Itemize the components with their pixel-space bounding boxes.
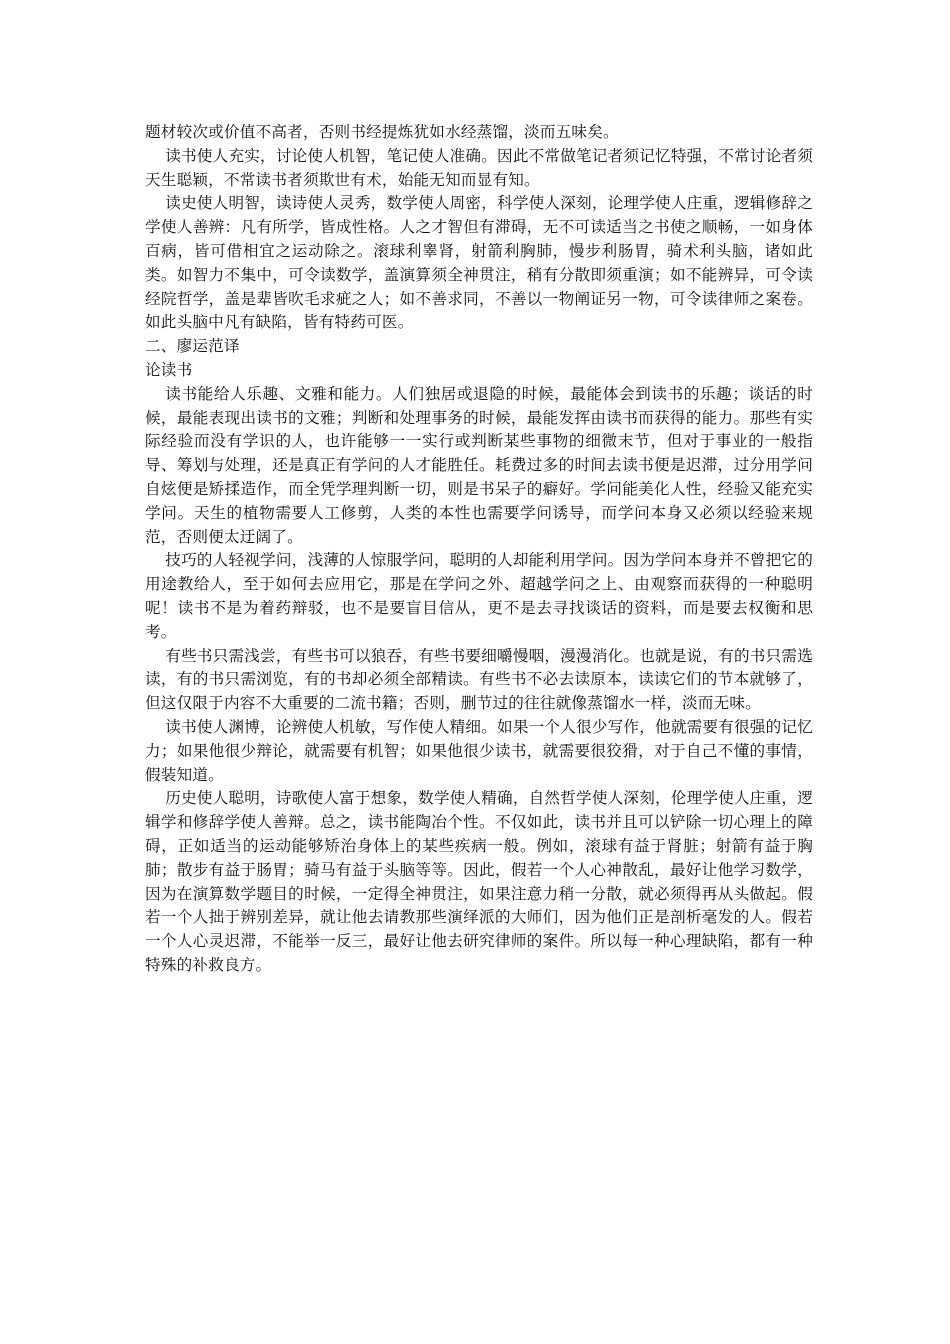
paragraph-crafty-men: 技巧的人轻视学问，浅薄的人惊服学问，聪明的人却能利用学问。因为学问本身并不曾把它的用途教给人，至于如何去应用它，那是在学问之外、超越学问之上、由观察而获得的一种聪明呢！读书不是为着药辩驳，也不是要盲目信从，更不是去寻找谈话的资料，而是要去权衡和思考。: [145, 551, 813, 641]
paragraph-full-man: 读书使人渊博，论辨使人机敏，写作使人精细。如果一个人很少写作，他就需要有很强的记忆力；如果他很少辩论，就需要有机智；如果他很少读书，就需要很狡猾，对于自己不懂的事情，假装知道。: [145, 717, 813, 784]
section-heading-translator: 二、廖运范译: [145, 337, 240, 356]
essay-title: 论读书: [145, 360, 193, 379]
paragraph-continuation: 题材较次或价值不高者，否则书经提炼犹如水经蒸馏，淡而五味矣。: [145, 123, 619, 141]
paragraph-books-tasted: 有些书只需浅尝，有些书可以狼吞，有些书要细嚼慢咽，漫漫消化。也就是说，有的书只需选读，有的书只需浏览，有的书却必须全部精读。有些书不必去读原本，读读它们的节本就够了，但这仅限于内容不大重要的二流书籍；否则，删节过的往往就像蒸馏水一样，淡而无味。: [145, 646, 813, 713]
paragraph-histories-wise: 历史使人聪明，诗歌使人富于想象，数学使人精确，自然哲学使人深刻，伦理学使人庄重，逻辑学和修辞学使人善辩。总之，读书能陶冶个性。不仅如此，读书并且可以铲除一切心理上的障碍，正如适当的运动能够矫治身体上的某些疾病一般。例如，滚球有益于肾脏；射箭有益于胸肺；散步有益于肠胃；骑马有益于头脑等等。因此，假若一个人心神散乱，最好让他学习数学，因为在演算数学题目的时候，一定得全神贯注，如果注意力稍一分散，就必须得再从头做起。假若一个人拙于辨别差异，就让他去请教那些演绎派的大师们，因为他们正是剖析毫发的人。假若一个人心灵迟滞，不能举一反三，最好让他去研究律师的案件。所以每一种心理缺陷，都有一种特殊的补救良方。: [145, 789, 813, 974]
paragraph-reading-enriches: 读书使人充实，讨论使人机智，笔记使人准确。因此不常做笔记者须记忆特强，不常讨论者须天生聪颖，不常读书者须欺世有术，始能无知而显有知。: [145, 146, 813, 189]
paragraph-pleasure-elegance: 读书能给人乐趣、文雅和能力。人们独居或退隐的时候，最能体会到读书的乐趣；谈话的时候，最能表现出读书的文雅；判断和处理事务的时候，最能发挥由读书而获得的能力。那些有实际经验而没有学识的人，也许能够一一实行或判断某些事物的细微末节，但对于事业的一般指导、筹划与处理，还是真正有学问的人才能胜任。耗费过多的时间去读书便是迟滞，过分用学问自炫便是矫揉造作，而全凭学理判断一切，则是书呆子的癖好。学问能美化人性，经验又能充实学问。天生的植物需要人工修剪，人类的本性也需要学问诱导，而学问本身又必须以经验来规范，否则便太迂阔了。: [145, 384, 813, 546]
paragraph-history-wisdom: 读史使人明智，读诗使人灵秀，数学使人周密，科学使人深刻，论理学使人庄重，逻辑修辞之学使人善辨：凡有所学，皆成性格。人之才智但有滞碍，无不可读适当之书使之顺畅，一如身体百病，皆可借相宜之运动除之。滚球利睾肾，射箭利胸肺，慢步利肠胃，骑术利头脑，诸如此类。如智力不集中，可令读数学，盖演算须全神贯注，稍有分散即须重演；如不能辨异，可令读经院哲学，盖是辈皆吹毛求疵之人；如不善求同，不善以一物阐证另一物，可令读律师之案卷。如此头脑中凡有缺陷，皆有特药可医。: [145, 194, 813, 332]
document-body: [145, 121, 813, 978]
